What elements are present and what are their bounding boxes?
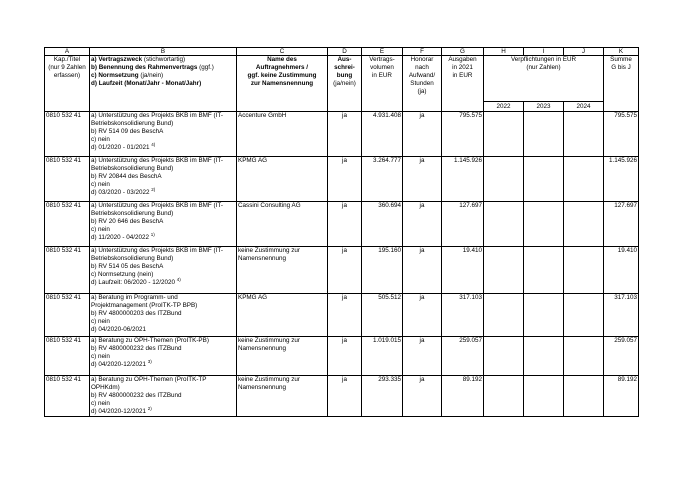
kap-titel-cell: 0810 532 41 (45, 202, 90, 247)
footnote-marker: 1) (150, 231, 155, 237)
auftragnehmer-cell: keine Zustimmung zur Namensnennung (237, 376, 328, 417)
verpflichtung-2022-cell (484, 294, 524, 337)
header-kap-titel: Kap./Titel (nur 9 Zahlen erfassen) (45, 56, 90, 112)
year-2024: 2024 (564, 102, 604, 112)
column-letter: K (604, 48, 639, 56)
footnote-marker: 3) (147, 358, 152, 364)
summe-cell: 19.410 (604, 247, 639, 294)
header-ausschreibung: Aus- schrei- bung (ja/nein) (328, 56, 362, 112)
vertragszweck-cell: a) Unterstützung des Projekts BKB im BMF (IT- Betriebskonsolidierung Bund) b) RV 20844 des BeschA c) nein d) 03/2020 - 03/2022 $^{2)}$ (90, 157, 237, 202)
verpflichtung-2022-cell (484, 112, 524, 157)
table-row (45, 247, 639, 294)
kap-titel-cell: 0810 532 41 (45, 337, 90, 376)
column-letter: C (237, 48, 328, 56)
volumen-cell: 360.694 (362, 202, 403, 247)
summe-cell: 89.192 (604, 376, 639, 417)
ausschreibung-cell: ja (328, 247, 362, 294)
verpflichtung-2022-cell (484, 337, 524, 376)
auftragnehmer-cell: KPMG AG (237, 157, 328, 202)
kap-titel-cell: 0810 532 41 (45, 376, 90, 417)
ausgaben-cell: 19.410 (442, 247, 484, 294)
table-row (45, 376, 639, 417)
verpflichtung-2023-cell (524, 294, 564, 337)
vertragszweck-cell: a) Unterstützung des Projekts BKB im BMF (IT- Betriebskonsolidierung Bund) b) RV 514 05 des BeschA c) Normsetzung (nein) d) Laufzeit: 06/2020 - 12/2020 $^{4)}$ (90, 247, 237, 294)
column-letter: F (403, 48, 442, 56)
verpflichtung-2023-cell (524, 337, 564, 376)
header-honorar: Honorar nach Aufwand/ Stunden (ja) (403, 56, 442, 112)
footnote-marker: 4) (176, 276, 181, 282)
header-verpflichtungen: Verpflichtungen in EUR (nur Zahlen) (484, 56, 604, 102)
header-vertragszweck: a) Vertragszweck (stichwortartig) b) Benennung des Rahmenvertrags (ggf.) c) Normsetzung (ja/nein) d) Laufzeit (Monat/Jahr - Monat/Jahr) (90, 56, 237, 112)
volumen-cell: 3.264.777 (362, 157, 403, 202)
table-row (45, 337, 639, 376)
summe-cell: 795.575 (604, 112, 639, 157)
ausschreibung-cell: ja (328, 294, 362, 337)
column-letter: I (524, 48, 564, 56)
honorar-cell: ja (403, 202, 442, 247)
volumen-cell: 293.335 (362, 376, 403, 417)
column-letter: J (564, 48, 604, 56)
vertragszweck-cell: a) Beratung zu OPH-Themen (ProITK-TP OPHKdm) b) RV 4800000232 des ITZBund c) nein d) 04/2020-12/2021 $^{2)}$ (90, 376, 237, 417)
verpflichtung-2024-cell (564, 247, 604, 294)
vertragszweck-cell: a) Beratung im Programm- und Projektmanagement (ProITK-TP BPB) b) RV 4800000203 des ITZBund c) nein d) 04/2020-06/2021 (90, 294, 237, 337)
auftragnehmer-cell: Cassini Consulting AG (237, 202, 328, 247)
volumen-cell: 1.019.015 (362, 337, 403, 376)
vertragszweck-cell: a) Unterstützung des Projekts BKB im BMF (IT- Betriebskonsolidierung Bund) b) RV 514 09 des BeschA c) nein d) 01/2020 - 01/2021 $^{4)}$ (90, 112, 237, 157)
contracts-table (44, 47, 639, 417)
kap-titel-cell: 0810 532 41 (45, 294, 90, 337)
verpflichtung-2022-cell (484, 202, 524, 247)
ausgaben-cell: 795.575 (442, 112, 484, 157)
verpflichtung-2024-cell (564, 376, 604, 417)
ausgaben-cell: 259.057 (442, 337, 484, 376)
verpflichtung-2022-cell (484, 376, 524, 417)
verpflichtung-2024-cell (564, 337, 604, 376)
volumen-cell: 4.931.408 (362, 112, 403, 157)
verpflichtung-2024-cell (564, 157, 604, 202)
column-letter: A (45, 48, 90, 56)
honorar-cell: ja (403, 247, 442, 294)
vertragszweck-cell: a) Beratung zu OPH-Themen (ProITK-PB) b) RV 4800000232 des ITZBund c) nein d) 04/2020-12/2021 $^{3)}$ (90, 337, 237, 376)
ausgaben-cell: 89.192 (442, 376, 484, 417)
header-vertragsvolumen: Vertrags- volumen in EUR (362, 56, 403, 112)
ausschreibung-cell: ja (328, 112, 362, 157)
ausgaben-cell: 317.103 (442, 294, 484, 337)
verpflichtung-2024-cell (564, 294, 604, 337)
header-ausgaben: Ausgaben in 2021 in EUR (442, 56, 484, 112)
verpflichtung-2023-cell (524, 112, 564, 157)
auftragnehmer-cell: keine Zustimmung zur Namensnennung (237, 337, 328, 376)
summe-cell: 259.057 (604, 337, 639, 376)
verpflichtung-2023-cell (524, 247, 564, 294)
ausschreibung-cell: ja (328, 337, 362, 376)
honorar-cell: ja (403, 337, 442, 376)
year-2023: 2023 (524, 102, 564, 112)
ausgaben-cell: 127.697 (442, 202, 484, 247)
column-letter-row (45, 48, 639, 56)
honorar-cell: ja (403, 294, 442, 337)
year-2022: 2022 (484, 102, 524, 112)
summe-cell: 317.103 (604, 294, 639, 337)
column-letter: B (90, 48, 237, 56)
honorar-cell: ja (403, 112, 442, 157)
ausschreibung-cell: ja (328, 202, 362, 247)
header-summe: Summe G bis J (604, 56, 639, 112)
footnote-marker: 2) (147, 405, 152, 411)
volumen-cell: 505.512 (362, 294, 403, 337)
ausschreibung-cell: ja (328, 376, 362, 417)
column-letter: G (442, 48, 484, 56)
kap-titel-cell: 0810 532 41 (45, 247, 90, 294)
auftragnehmer-cell: Accenture GmbH (237, 112, 328, 157)
honorar-cell: ja (403, 376, 442, 417)
footnote-marker: 4) (151, 141, 156, 147)
verpflichtung-2022-cell (484, 157, 524, 202)
vertragszweck-cell: a) Unterstützung des Projekts BKB im BMF (IT- Betriebskonsolidierung Bund) b) RV 20 646 des BeschA c) nein d) 11/2020 - 04/2022 $^{1)}$ (90, 202, 237, 247)
column-letter: E (362, 48, 403, 56)
header-auftragnehmer: Name des Auftragnehmers / ggf. keine Zustimmung zur Namensnennung (237, 56, 328, 112)
auftragnehmer-cell: KPMG AG (237, 294, 328, 337)
volumen-cell: 195.160 (362, 247, 403, 294)
ausgaben-cell: 1.145.926 (442, 157, 484, 202)
footnote-marker: 2) (151, 186, 156, 192)
table-row (45, 157, 639, 202)
honorar-cell: ja (403, 157, 442, 202)
verpflichtung-2022-cell (484, 247, 524, 294)
table-row (45, 202, 639, 247)
auftragnehmer-cell: keine Zustimmung zur Namensnennung (237, 247, 328, 294)
kap-titel-cell: 0810 532 41 (45, 157, 90, 202)
column-letter: H (484, 48, 524, 56)
verpflichtung-2024-cell (564, 202, 604, 247)
summe-cell: 1.145.926 (604, 157, 639, 202)
kap-titel-cell: 0810 532 41 (45, 112, 90, 157)
table-row (45, 294, 639, 337)
header-row (45, 56, 639, 102)
ausschreibung-cell: ja (328, 157, 362, 202)
table-row (45, 112, 639, 157)
verpflichtung-2023-cell (524, 376, 564, 417)
verpflichtung-2023-cell (524, 202, 564, 247)
column-letter: D (328, 48, 362, 56)
summe-cell: 127.697 (604, 202, 639, 247)
verpflichtung-2023-cell (524, 157, 564, 202)
verpflichtung-2024-cell (564, 112, 604, 157)
